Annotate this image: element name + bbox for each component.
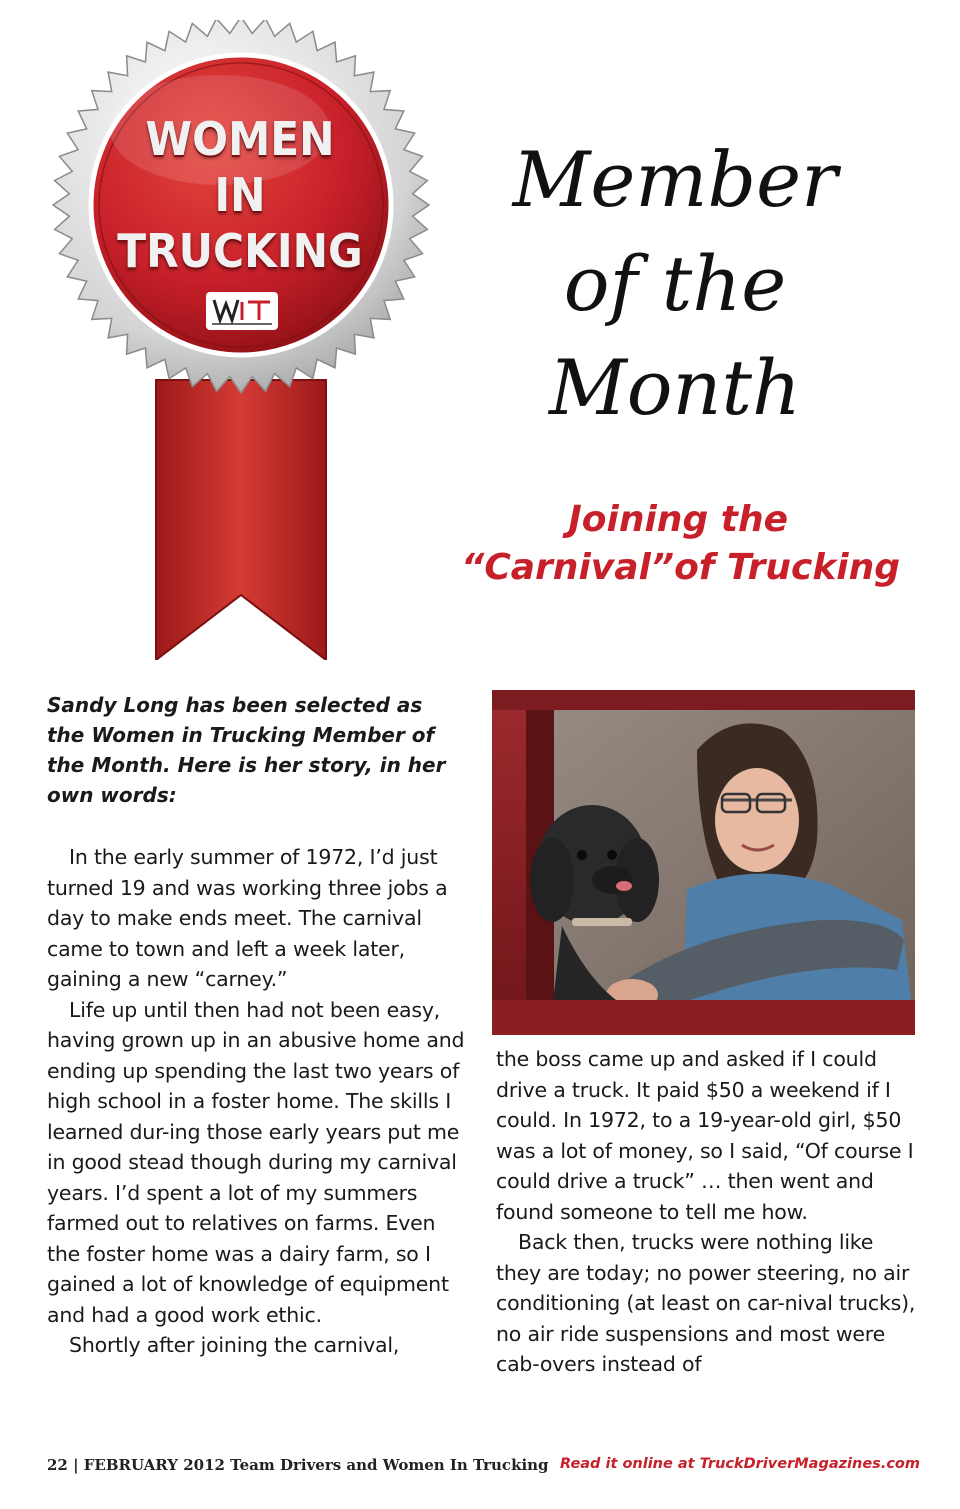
left-column	[47, 842, 467, 1361]
right-paragraph-2: Back then, trucks were nothing like they are today; no power steering, no air conditioning (at least on car-nival trucks), no air ride suspensions and most were cab-overs instead of	[496, 1230, 916, 1376]
title-line-2: of the	[563, 239, 787, 328]
footer-website-link[interactable]: Read it online at TruckDriverMagazines.com	[560, 1456, 920, 1472]
footer-page-info: 22 | FEBRUARY 2012 Team Drivers and Women In Trucking	[47, 1456, 549, 1474]
subtitle-line-1: Joining the	[568, 499, 788, 540]
left-paragraph-3: Shortly after joining the carnival,	[69, 1333, 400, 1357]
article-subtitle	[380, 496, 900, 592]
subtitle-line-2: “Carnival”of Trucking	[461, 547, 900, 588]
badge-line-women: WOMEN	[145, 112, 335, 166]
right-paragraph-1: the boss came up and asked if I could drive a truck. It paid $50 a weekend if I could. In 1972, to a 19-year-old girl, $50 was a lot of money, so I said, “Of course I could drive a truck” … then went and found someone to tell me how.	[496, 1047, 914, 1224]
intro-line-2: the Women in Trucking Member of	[47, 723, 435, 747]
page-title	[440, 128, 910, 440]
wit-logo-icon	[206, 292, 278, 330]
left-paragraph-1: In the early summer of 1972, I’d just turned 19 and was working three jobs a day to make ends meet. The carnival came to town and left a week later, gaining a new “carney.”	[47, 845, 448, 991]
badge-line-in: IN	[214, 168, 266, 222]
article-intro	[47, 690, 447, 810]
intro-line-3: the Month. Here is her story, in her	[47, 753, 446, 777]
driver-with-dog-photo	[492, 690, 915, 1035]
right-column	[496, 1044, 916, 1380]
title-line-1: Member	[512, 135, 838, 224]
title-line-3: Month	[548, 343, 801, 432]
intro-line-4: own words:	[47, 783, 177, 807]
badge-line-trucking: TRUCKING	[117, 224, 363, 278]
left-paragraph-2: Life up until then had not been easy, having grown up in an abusive home and ending up spending the last two years of high school in a foster home. The skills I learned dur-ing those early years put me in good stead though during my carnival years. I’d spent a lot of my summers farmed out to relatives on farms. Even the foster home was a dairy farm, so I gained a lot of knowledge of equipment and had a good work ethic.	[47, 997, 465, 1327]
ribbon-tail	[156, 380, 326, 660]
intro-line-1: Sandy Long has been selected as	[47, 693, 423, 717]
